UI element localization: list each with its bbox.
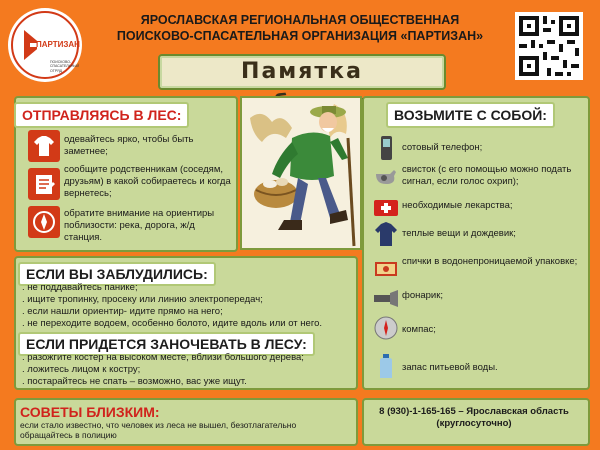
take-text-5: спички в водонепроницаемой упаковке; bbox=[402, 256, 578, 267]
lost-item-1: . не поддавайтесь панике; bbox=[22, 282, 138, 293]
matches-icon bbox=[372, 256, 400, 280]
logo-text: ПАРТИЗАН bbox=[36, 40, 80, 49]
take-text-4: теплые вещи и дождевик; bbox=[402, 228, 516, 239]
take-text-7: компас; bbox=[402, 324, 436, 335]
take-text-8: запас питьевой воды. bbox=[402, 362, 498, 373]
take-text-6: фонарик; bbox=[402, 290, 444, 301]
take-item-4 bbox=[372, 222, 400, 246]
take-item-6 bbox=[372, 286, 400, 310]
going-text-1: одевайтесь ярко, чтобы быть заметнее; bbox=[64, 134, 194, 157]
compass-icon bbox=[28, 206, 60, 238]
mobile-phone-icon bbox=[372, 136, 400, 160]
first-aid-kit-icon bbox=[372, 194, 400, 218]
compass-small-icon bbox=[372, 316, 400, 340]
take-item-7 bbox=[372, 316, 400, 340]
qr-code[interactable] bbox=[515, 12, 583, 80]
going-item-2 bbox=[28, 168, 60, 200]
take-item-8 bbox=[372, 354, 400, 378]
take-item-2 bbox=[372, 164, 400, 188]
title-banner bbox=[158, 54, 446, 90]
take-title: ВОЗЬМИТЕ С СОБОЙ: bbox=[386, 102, 555, 128]
going-text-3: обратите внимание на ориентиры поблизости: река, дорога, ж/д станция. bbox=[64, 208, 215, 243]
advice-title: СОВЕТЫ БЛИЗКИМ: bbox=[20, 404, 160, 420]
logo-subtext: ПОИСКОВО-СПАСАТЕЛЬНЫЙ ОТРЯД bbox=[50, 60, 80, 73]
take-item-3 bbox=[372, 194, 400, 218]
night-item-1: . разожгите костер на высоком месте, вблизи большого дерева; bbox=[22, 352, 304, 363]
org-line-2: ПОИСКОВО-СПАСАТЕЛЬНАЯ ОРГАНИЗАЦИЯ «ПАРТИЗАН» bbox=[116, 29, 484, 43]
lost-item-4: . не переходите водоем, особенно болото, идите вдоль или от него. bbox=[22, 318, 322, 329]
contact-hours: (круглосуточно) bbox=[436, 418, 512, 429]
jacket-icon bbox=[28, 130, 60, 162]
lost-title: ЕСЛИ ВЫ ЗАБЛУДИЛИСЬ: bbox=[18, 262, 216, 286]
going-text-2: сообщите родственникам (соседям, друзьям) в какой собираетесь и когда вернетесь; bbox=[64, 164, 231, 199]
take-item-1 bbox=[372, 136, 400, 160]
qr-code-icon bbox=[515, 12, 583, 80]
advice-text: если стало известно, что человек из леса не вышел, безотлагательно обращайтесь в полицию bbox=[20, 420, 297, 440]
take-item-5 bbox=[372, 256, 400, 280]
mushroom-picker-illustration bbox=[240, 96, 362, 250]
night-item-2: . ложитесь лицом к костру; bbox=[22, 364, 141, 375]
contact-block bbox=[362, 406, 586, 430]
org-line-1: ЯРОСЛАВСКАЯ РЕГИОНАЛЬНАЯ ОБЩЕСТВЕННАЯ bbox=[140, 13, 460, 27]
mushroom-picker-icon bbox=[242, 98, 360, 248]
notebook-icon bbox=[28, 168, 60, 200]
banner-title: Памятка bbox=[241, 59, 363, 84]
going-item-3 bbox=[28, 206, 60, 238]
partizan-logo bbox=[10, 10, 80, 80]
flashlight-icon bbox=[372, 286, 400, 310]
take-text-1: сотовый телефон; bbox=[402, 142, 483, 153]
water-bottle-icon bbox=[372, 354, 400, 378]
raincoat-icon bbox=[372, 222, 400, 246]
night-item-3: . постарайтесь не спать – возможно, вас уже ищут. bbox=[22, 376, 247, 387]
lost-item-2: . ищите тропинку, просеку или линию электропередач; bbox=[22, 294, 263, 305]
lost-item-3: . если нашли ориентир- идите прямо на него; bbox=[22, 306, 223, 317]
organization-title bbox=[85, 12, 515, 44]
take-text-2: свисток (с его помощью можно подать сигнал, если голос охрип); bbox=[402, 164, 572, 187]
night-title: ЕСЛИ ПРИДЕТСЯ ЗАНОЧЕВАТЬ В ЛЕСУ: bbox=[18, 332, 315, 356]
take-text-3: необходимые лекарства; bbox=[402, 200, 513, 211]
whistle-icon bbox=[372, 164, 400, 188]
contact-phone[interactable]: 8 (930)-1-165-165 – Ярославская область bbox=[379, 406, 569, 417]
going-item-1 bbox=[28, 130, 60, 162]
going-title: ОТПРАВЛЯЯСЬ В ЛЕС: bbox=[14, 102, 189, 128]
